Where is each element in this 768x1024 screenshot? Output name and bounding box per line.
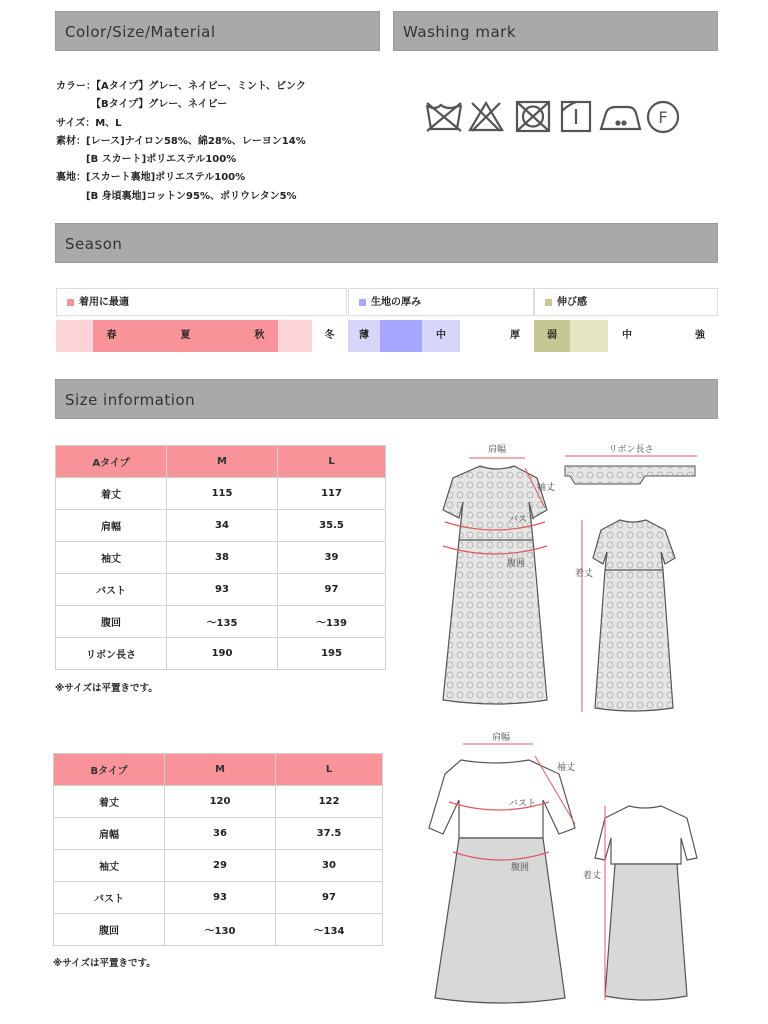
- season-summer-autumn-cell: [204, 320, 241, 352]
- stretch-label: 伸び感: [534, 288, 718, 316]
- color-line-b: 【Bタイプ】グレー、ネイビー: [56, 99, 228, 111]
- row-value-m: 115: [167, 478, 278, 510]
- table-row: [56, 606, 386, 638]
- table-header-m: M: [165, 754, 276, 786]
- table-row: [54, 882, 383, 914]
- sleeve-label-b: 袖丈: [557, 763, 576, 773]
- material-line-skirt: [B スカート]ポリエステル100%: [56, 154, 237, 166]
- dress-diagram-a: [425, 440, 725, 720]
- thickness-cell-thick: 厚: [496, 320, 534, 352]
- no-tumble-dry-icon: [517, 102, 549, 131]
- color-size-material-header: Color/Size/Material: [55, 11, 380, 51]
- row-label: 着丈: [56, 478, 167, 510]
- blue-square-icon: [359, 299, 366, 306]
- row-label: 肩幅: [54, 818, 165, 850]
- stretch-fill-cell: [570, 320, 608, 352]
- season-chart: [56, 288, 718, 352]
- size-note-b: ※サイズは平置きです。: [53, 958, 156, 969]
- thickness-label: 生地の厚み: [348, 288, 534, 316]
- season-autumn-winter-cell: [278, 320, 312, 352]
- back-dress-b: [595, 806, 697, 1000]
- color-line-a: カラー：【Aタイプ】グレー、ネイビー、ミント、ピンク: [56, 81, 306, 92]
- row-label: バスト: [56, 574, 167, 606]
- green-square-icon: [545, 299, 552, 306]
- length-label-a: 着丈: [575, 569, 594, 579]
- season-cell-spring: 春: [93, 320, 130, 352]
- row-label: バスト: [54, 882, 165, 914]
- row-label: リボン長さ: [56, 638, 167, 670]
- row-label: 腹回: [54, 914, 165, 946]
- row-value-l: ～139: [278, 606, 386, 638]
- lining-line-skirt: 裏地：[スカート裏地]ポリエステル100%: [56, 172, 246, 184]
- pink-square-icon: [67, 299, 74, 306]
- ribbon-label-a: リボン長さ: [608, 445, 654, 455]
- row-value-m: 38: [167, 542, 278, 574]
- shoulder-label-b: 肩幅: [491, 733, 511, 743]
- washing-mark-header: Washing mark: [393, 11, 718, 51]
- front-dress-a: [443, 466, 547, 704]
- material-info: [56, 78, 306, 206]
- shoulder-label-a: 肩幅: [487, 445, 507, 455]
- row-label: 袖丈: [56, 542, 167, 574]
- table-row: [54, 786, 383, 818]
- length-label-b: 着丈: [583, 871, 602, 881]
- row-value-m: 36: [165, 818, 276, 850]
- size-table-a: [55, 445, 386, 670]
- table-header-l: L: [278, 446, 386, 478]
- row-value-m: 34: [167, 510, 278, 542]
- season-header: Season: [55, 223, 718, 263]
- row-label: 袖丈: [54, 850, 165, 882]
- row-value-m: 93: [165, 882, 276, 914]
- size-table-b: [53, 753, 383, 946]
- row-value-m: ～130: [165, 914, 276, 946]
- no-wash-icon: [427, 103, 461, 131]
- stretch-cell-weak: 弱: [534, 320, 570, 352]
- no-bleach-icon: [470, 103, 502, 131]
- row-label: 腹回: [56, 606, 167, 638]
- row-value-m: 120: [165, 786, 276, 818]
- size-note-a: ※サイズは平置きです。: [55, 683, 158, 694]
- table-row: [54, 818, 383, 850]
- dress-diagram-b: [425, 728, 725, 1018]
- table-header-row: [56, 446, 386, 478]
- season-gap-cell: [56, 320, 93, 352]
- row-value-l: 37.5: [276, 818, 383, 850]
- iron-low-icon: [601, 107, 640, 129]
- waist-label-a: 腹囲: [507, 559, 526, 569]
- season-cell-autumn: 秋: [241, 320, 278, 352]
- table-row: [56, 638, 386, 670]
- row-value-m: ～135: [167, 606, 278, 638]
- row-value-l: 122: [276, 786, 383, 818]
- row-value-l: 30: [276, 850, 383, 882]
- lining-line-body: [B 身頃裏地]コットン95%、ポリウレタン5%: [56, 190, 297, 202]
- row-value-l: 117: [278, 478, 386, 510]
- thickness-cell-medium: 中: [422, 320, 460, 352]
- line-dry-icon: [562, 102, 590, 131]
- stretch-gap-cell: [646, 320, 682, 352]
- table-row: [54, 850, 383, 882]
- material-line-lace: 素材：[レース]ナイロン58%、綿28%、レーヨン14%: [56, 135, 306, 147]
- row-value-l: 195: [278, 638, 386, 670]
- thickness-gap-cell: [460, 320, 496, 352]
- season-spring-summer-cell: [130, 320, 167, 352]
- thickness-cell-thin: 薄: [348, 320, 380, 352]
- row-value-l: ～134: [276, 914, 383, 946]
- back-dress-a: [593, 520, 675, 711]
- thickness-mid-fill: [380, 320, 422, 352]
- table-header-m: M: [167, 446, 278, 478]
- row-value-m: 190: [167, 638, 278, 670]
- table-header-type: Bタイプ: [54, 754, 165, 786]
- table-row: [54, 914, 383, 946]
- season-cell-winter: 冬: [312, 320, 347, 352]
- table-row: [56, 574, 386, 606]
- table-header-row: [54, 754, 383, 786]
- size-line: サイズ：M、L: [56, 117, 122, 129]
- row-value-m: 29: [165, 850, 276, 882]
- front-dress-b: [429, 760, 575, 1003]
- size-information-header: Size information: [55, 379, 718, 419]
- table-header-type: Aタイプ: [56, 446, 167, 478]
- best-season-label: 着用に最適: [56, 288, 347, 316]
- bust-label-a: バスト: [509, 515, 537, 525]
- table-row: [56, 478, 386, 510]
- washing-symbols: [424, 97, 684, 137]
- row-label: 着丈: [54, 786, 165, 818]
- row-label: 肩幅: [56, 510, 167, 542]
- row-value-l: 97: [276, 882, 383, 914]
- stretch-cell-medium: 中: [608, 320, 646, 352]
- waist-label-b: 腹囲: [511, 863, 530, 873]
- table-row: [56, 542, 386, 574]
- row-value-l: 97: [278, 574, 386, 606]
- table-row: [56, 510, 386, 542]
- row-value-l: 39: [278, 542, 386, 574]
- row-value-l: 35.5: [278, 510, 386, 542]
- stretch-cell-strong: 強: [682, 320, 718, 352]
- bust-label-b: バスト: [509, 799, 537, 809]
- sleeve-label-a: 袖丈: [537, 483, 556, 493]
- ribbon-a: [565, 444, 697, 484]
- season-cell-summer: 夏: [167, 320, 204, 352]
- row-value-m: 93: [167, 574, 278, 606]
- dry-clean-f-letter: F: [658, 108, 668, 127]
- table-header-l: L: [276, 754, 383, 786]
